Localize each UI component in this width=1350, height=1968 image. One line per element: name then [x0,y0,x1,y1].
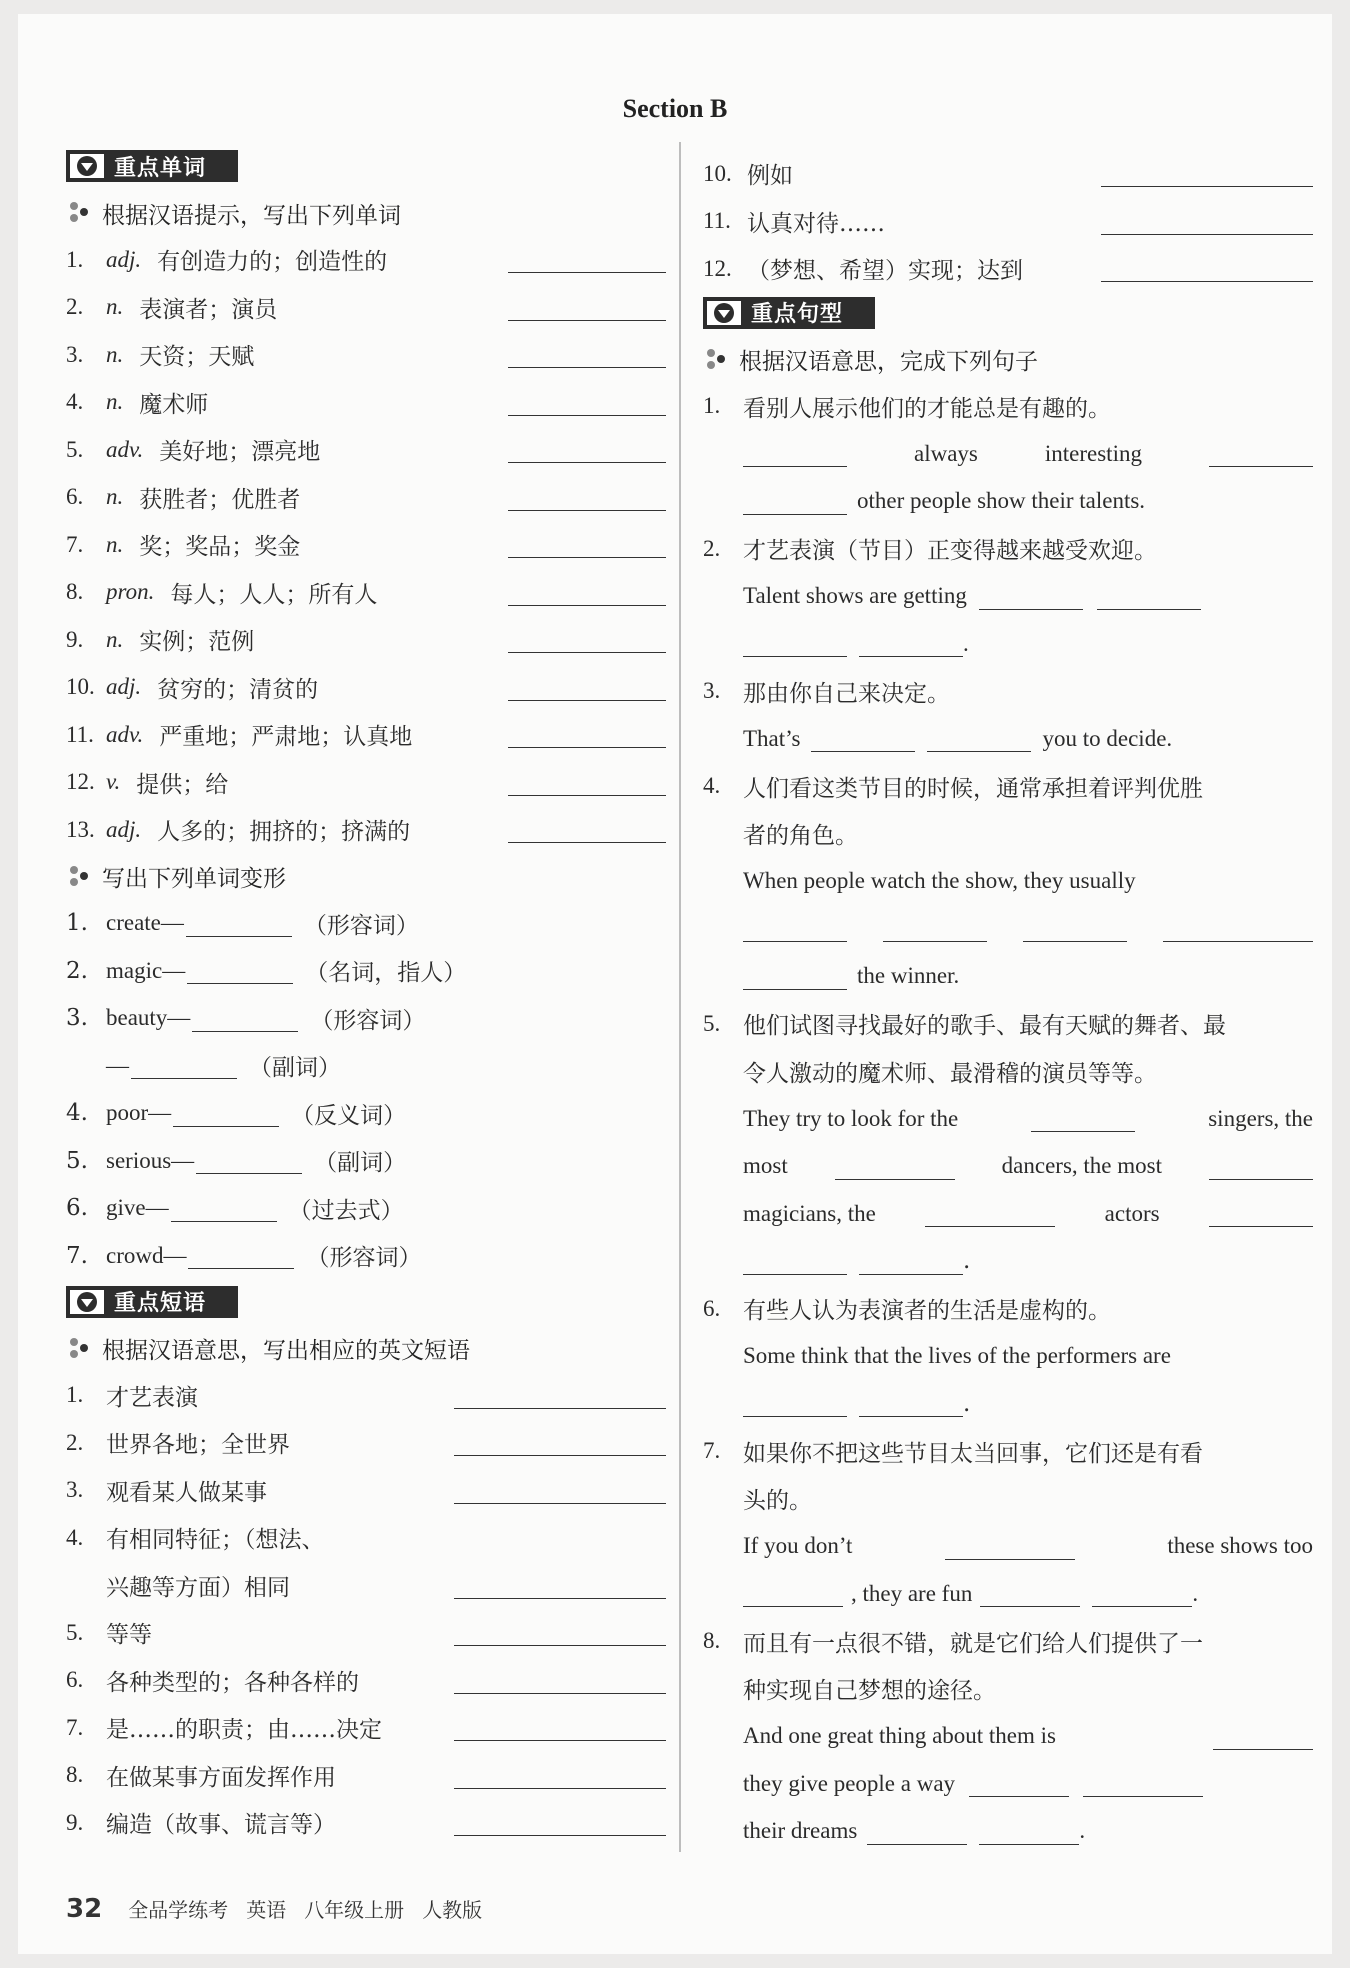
item-number: 6. [66,484,84,510]
vocab-item [66,236,666,284]
item-prompt: 有创造力的；创造性的 [157,249,388,276]
item-number: 7. [66,531,84,557]
phrase-item [66,1372,666,1420]
answer-blank[interactable] [508,626,666,653]
form-item [66,1042,666,1090]
item-prompt: 在做某事方面发挥作用 [106,1764,336,1791]
left-column [66,150,666,1847]
answer-blank[interactable] [979,1818,1079,1845]
answer-blank[interactable] [859,1248,963,1275]
answer-blank[interactable] [743,963,847,990]
part-of-speech: adj. [106,674,142,700]
dots-icon [707,349,729,371]
answer-blank[interactable] [883,915,987,942]
answer-blank[interactable] [454,1809,666,1836]
item-prompt: 是……的职责；由……决定 [106,1717,382,1744]
answer-blank[interactable] [1101,160,1313,187]
sentence-en: And one great thing about them is [743,1723,1056,1749]
answer-blank[interactable] [859,1390,963,1417]
item-number: 4. [66,1524,84,1550]
forms-list [66,900,666,1280]
grade: 八年级上册 [304,1898,405,1922]
answer-blank[interactable] [508,674,666,701]
phrase-item [66,1609,666,1657]
phrase-item [66,1752,666,1800]
item-number: 11. [66,721,94,747]
answer-blank[interactable] [187,957,293,984]
phrases-instruction-text: 根据汉语意思，写出相应的英文短语 [102,1338,470,1364]
sentence-cn: 令人激动的魔术师、最滑稽的演员等等。 [743,1060,1157,1087]
item-number: 10. [703,160,732,186]
item-prompt: 各种类型的；各种各样的 [106,1669,359,1696]
vocab-item [66,806,666,854]
answer-blank[interactable] [1023,915,1127,942]
sentence-en: They try to look for the [743,1105,959,1131]
item-number: 7. [66,1242,88,1269]
answer-blank[interactable] [508,484,666,511]
answer-blank[interactable] [969,1770,1069,1797]
item-prompt: 才艺表演 [106,1384,198,1411]
answer-blank[interactable] [1101,255,1313,282]
form-item [66,1090,666,1138]
part-of-speech: adj. [106,246,142,272]
part-of-speech: n. [106,389,124,415]
phrases-section-header [66,1286,238,1318]
phrase-item [66,1514,666,1562]
form-note: （形容词） [306,1245,422,1272]
item-prompt: 认真对待…… [747,210,885,237]
form-note: （副词） [249,1055,341,1082]
form-item [66,1232,666,1280]
item-prompt: 天资；天赋 [139,344,255,371]
answer-blank[interactable] [454,1714,666,1741]
answer-blank[interactable] [1209,440,1313,467]
answer-blank[interactable] [835,1153,955,1180]
part-of-speech: adv. [106,721,144,747]
item-prompt: 严重地；严肃地；认真地 [159,724,413,751]
part-of-speech: v. [106,769,121,795]
item-number: 5. [66,1619,84,1645]
item-number: 11. [703,208,731,234]
sentence-en: Talent shows are getting [743,583,967,609]
sentence-en: actors [1104,1200,1160,1226]
part-of-speech: n. [106,484,124,510]
sentence-num: 6. [703,1295,721,1321]
base-word: create— [106,910,184,936]
answer-blank[interactable] [454,1762,666,1789]
answer-blank[interactable] [508,294,666,321]
answer-blank[interactable] [454,1619,666,1646]
answer-blank[interactable] [508,531,666,558]
answer-blank[interactable] [192,1005,298,1032]
item-number: 9. [66,1809,84,1835]
answer-blank[interactable] [743,630,847,657]
item-number: 4. [66,1100,88,1127]
item-number: 12. [703,255,732,281]
sentence-num: 3. [703,678,721,704]
part-of-speech: n. [106,294,124,320]
form-note: （名词，指人） [305,960,467,987]
vocab-item [66,426,666,474]
item-number: 12. [66,769,95,795]
item-prompt: 有相同特征；（想法、 [106,1527,325,1554]
sentences-instruction [703,337,1313,383]
vocab-list [66,236,666,854]
answer-blank[interactable] [743,440,847,467]
part-of-speech: adj. [106,816,142,842]
sentence-end: . [1079,1818,1086,1844]
base-word: serious— [106,1147,195,1173]
vocab-instruction-text: 根据汉语提示，写出下列单词 [102,202,401,229]
item-number: 10. [66,674,95,700]
item-number: 9. [66,626,84,652]
phrase-item [66,1799,666,1847]
answer-blank[interactable] [743,1390,847,1417]
answer-blank[interactable] [186,910,292,937]
sentence-en: the winner. [857,963,960,989]
answer-blank[interactable] [508,246,666,273]
sentence-word: interesting [1044,440,1142,466]
form-item [66,1185,666,1233]
answer-blank[interactable] [454,1382,666,1409]
base-word: poor— [106,1100,172,1126]
answer-blank[interactable] [867,1818,967,1845]
answer-blank[interactable] [743,488,847,515]
item-number: 7. [66,1714,84,1740]
dots-icon [70,202,92,224]
item-prompt: 贫穷的；清贫的 [157,676,319,703]
sentence-en: other people show their talents. [857,488,1146,514]
part-of-speech: n. [106,626,124,652]
item-number: 8. [66,1762,84,1788]
answer-blank[interactable] [1163,915,1313,942]
item-number: 6. [66,1667,84,1693]
forms-instruction [66,854,666,900]
item-number: 6. [66,1195,88,1222]
answer-blank[interactable] [1097,583,1201,610]
item-number: 3. [66,341,84,367]
right-column [703,150,1313,1855]
answer-blank[interactable] [945,1533,1075,1560]
item-prompt: 美好地；漂亮地 [159,439,321,466]
sentence-en: singers, the [1208,1105,1313,1131]
sentence-cn: 有些人认为表演者的生活是虚构的。 [743,1298,1111,1325]
vocab-item [66,331,666,379]
item-prompt: 奖；奖品；奖金 [139,534,301,561]
answer-blank[interactable] [927,725,1031,752]
form-item [66,947,666,995]
sentence-cn: 者的角色。 [743,823,858,850]
base-word: — [106,1052,129,1078]
forms-instruction-text: 写出下列单词变形 [102,866,286,892]
base-word: beauty— [106,1005,191,1031]
sentence-en: most [743,1153,788,1179]
worksheet-page [18,14,1332,1954]
item-number: 1. [66,1382,84,1408]
subject: 英语 [246,1898,287,1922]
page-footer [66,1894,482,1924]
base-word: magic— [106,957,186,983]
sentence-cn: 如果你不把这些节目太当回事，它们还是有看 [743,1440,1203,1467]
dots-icon [70,1338,92,1360]
vocab-section-header [66,150,238,182]
answer-blank[interactable] [188,1242,294,1269]
answer-blank[interactable] [508,769,666,796]
answer-blank[interactable] [811,725,915,752]
sentence-2 [703,525,1313,668]
sentence-num: 2. [703,535,721,561]
sentence-word: always [914,440,978,466]
sentences-header-label: 重点句型 [741,297,875,329]
sentence-en: these shows too [1167,1533,1313,1559]
phrase-item [66,1467,666,1515]
form-note: （过去式） [288,1197,404,1224]
phrases-header-label: 重点短语 [104,1286,238,1318]
answer-blank[interactable] [508,721,666,748]
sentence-3 [703,668,1313,763]
answer-blank[interactable] [171,1195,277,1222]
edition: 人教版 [422,1898,483,1922]
answer-blank[interactable] [1083,1770,1203,1797]
answer-blank[interactable] [508,579,666,606]
sentence-en: If you don’t [743,1533,853,1559]
answer-blank[interactable] [173,1100,279,1127]
sentences-instruction-text: 根据汉语意思，完成下列句子 [739,349,1038,375]
phrase-item [66,1657,666,1705]
phrase-item [66,1419,666,1467]
item-number: 5. [66,436,84,462]
sentence-end: . [963,1248,971,1275]
form-note: （形容词） [303,912,419,939]
section-title: Section B [622,94,728,123]
item-number: 8. [66,579,84,605]
sentence-en: magicians, the [743,1200,876,1226]
vocab-item [66,284,666,332]
sentence-en: their dreams [743,1818,858,1844]
answer-blank[interactable] [743,1248,847,1275]
sentence-num: 4. [703,773,721,799]
item-prompt: 人多的；拥挤的；挤满的 [157,819,411,846]
form-note: （形容词） [310,1007,426,1034]
sentence-en: Some think that the lives of the performers are [743,1343,1171,1369]
sentence-5 [703,1000,1313,1285]
sentence-end: . [963,630,969,656]
answer-blank[interactable] [859,630,963,657]
answer-blank[interactable] [454,1477,666,1504]
item-number: 4. [66,389,84,415]
part-of-speech: n. [106,341,124,367]
sentence-8 [703,1618,1313,1856]
item-prompt: 获胜者；优胜者 [139,486,301,513]
answer-blank[interactable] [743,915,847,942]
answer-blank[interactable] [508,436,666,463]
sentence-num: 1. [703,393,721,419]
item-prompt: 提供；给 [136,771,229,798]
phrase-item [703,150,1313,198]
item-number: 3. [66,1477,84,1503]
sentence-num: 5. [703,1010,721,1036]
sentence-cn: 种实现自己梦想的途径。 [743,1678,996,1705]
sentences-section-header [703,297,875,329]
item-number: 2. [66,1429,84,1455]
item-prompt: 表演者；演员 [139,296,278,323]
sentence-7 [703,1428,1313,1618]
item-prompt: 魔术师 [139,391,209,418]
item-prompt: 观看某人做某事 [106,1479,267,1506]
sentence-1 [703,383,1313,526]
answer-blank[interactable] [131,1052,237,1079]
phrase-item [703,245,1313,293]
item-prompt: （梦想、希望）实现；达到 [747,258,1023,285]
bracket-icon [66,150,104,182]
form-item [66,995,666,1043]
vocab-item [66,711,666,759]
part-of-speech: n. [106,531,124,557]
triangle-down-icon [714,303,734,323]
answer-blank[interactable] [925,1200,1055,1227]
book-title: 全品学练考 [128,1898,229,1922]
item-number: 2. [66,957,88,984]
triangle-down-icon [77,1292,97,1312]
part-of-speech: adv. [106,436,144,462]
form-note: （反义词） [291,1102,407,1129]
vocab-instruction [66,190,666,236]
sentence-en: they give people a way [743,1770,956,1796]
bracket-icon [703,297,741,329]
vocab-item [66,616,666,664]
item-prompt: 世界各地；全世界 [106,1432,290,1459]
sentence-cn: 头的。 [743,1488,812,1515]
answer-blank[interactable] [980,1580,1080,1607]
base-word: give— [106,1195,169,1221]
sentence-num: 8. [703,1628,721,1654]
answer-blank[interactable] [1213,1723,1313,1750]
phrase-item [66,1704,666,1752]
answer-blank[interactable] [1209,1153,1313,1180]
item-number: 13. [66,816,95,842]
item-number: 1. [66,910,88,937]
part-of-speech: pron. [106,579,155,605]
phrase-item [66,1562,666,1610]
sentence-cn: 而且有一点很不错，就是它们给人们提供了一 [743,1630,1203,1657]
answer-blank[interactable] [1031,1105,1135,1132]
item-prompt: 每人；人人；所有人 [170,581,378,608]
vocab-item [66,569,666,617]
sentence-en: you to decide. [1042,725,1173,751]
sentence-en: When people watch the show, they usually [743,868,1136,894]
answer-blank[interactable] [508,816,666,843]
answer-blank[interactable] [1092,1580,1192,1607]
answer-blank[interactable] [743,1580,843,1607]
base-word: crowd— [106,1242,187,1268]
sentence-en: , they are fun [851,1580,973,1606]
item-number: 2. [66,294,84,320]
vocab-item [66,379,666,427]
sentence-en: dancers, the most [1001,1153,1162,1179]
vocab-header-label: 重点单词 [104,150,238,182]
vocab-item [66,759,666,807]
sentence-cn: 那由你自己来决定。 [743,680,950,707]
answer-blank[interactable] [979,583,1083,610]
answer-blank[interactable] [1101,208,1313,235]
item-prompt: 实例；范例 [139,629,255,656]
vocab-item [66,474,666,522]
answer-blank[interactable] [1209,1200,1313,1227]
vocab-item [66,664,666,712]
form-note: （副词） [314,1150,407,1177]
column-divider [679,142,681,1852]
phrases-instruction [66,1326,666,1372]
sentence-6 [703,1285,1313,1428]
item-number: 1. [66,246,84,272]
bracket-icon [66,1286,104,1318]
sentence-cn: 看别人展示他们的才能总是有趣的。 [743,395,1111,422]
answer-blank[interactable] [196,1147,302,1174]
item-number: 3. [66,1005,88,1032]
dots-icon [70,866,92,888]
answer-blank[interactable] [508,389,666,416]
sentence-num: 7. [703,1438,721,1464]
phrases-list [66,1372,666,1847]
sentence-cn: 他们试图寻找最好的歌手、最有天赋的舞者、最 [743,1013,1226,1040]
sentence-cn: 人们看这类节目的时候，通常承担着评判优胜 [743,775,1203,802]
item-prompt: 兴趣等方面）相同 [106,1574,290,1601]
vocab-item [66,521,666,569]
sentence-en: That’s [743,725,801,751]
item-prompt: 编造（故事、谎言等） [106,1812,336,1839]
phrase-item [703,198,1313,246]
sentence-cn: 才艺表演（节目）正变得越来越受欢迎。 [743,538,1157,565]
sentence-4 [703,763,1313,1001]
phrases-cont-list [703,150,1313,293]
answer-blank[interactable] [454,1429,666,1456]
answer-blank[interactable] [454,1667,666,1694]
form-item [66,1137,666,1185]
triangle-down-icon [77,156,97,176]
page-number: 32 [66,1894,103,1924]
form-item [66,900,666,948]
item-number: 5. [66,1147,88,1174]
sentence-end: . [963,1390,971,1417]
sentence-end: . [1192,1580,1199,1606]
item-prompt: 等等 [106,1622,152,1649]
answer-blank[interactable] [454,1572,666,1599]
item-prompt: 例如 [747,163,793,190]
answer-blank[interactable] [508,341,666,368]
